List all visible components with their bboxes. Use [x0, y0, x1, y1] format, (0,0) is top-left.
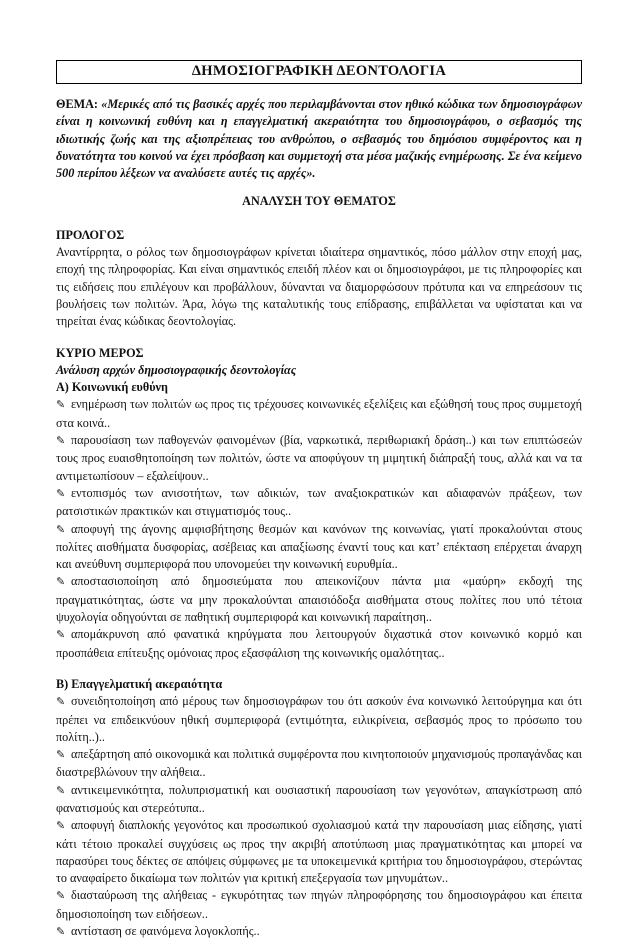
list-item: ✎ απεξάρτηση από οικονομικά και πολιτικά συμφέροντα που κινητοποιούν μηχανισμούς προπαγάνδας και διαστρεβλώνουν την αλήθεια..: [56, 747, 582, 780]
list-item: ✎ αποφυγή διαπλοκής γεγονότος και προσωπικού σχολιασμού κατά την παρουσίαση μιας είδησης, γιατί κάτι τέτοιο προκαλεί συγχύσεις ως προς την ακριβή αποτύπωση μιας πραγματικότητας και μπορεί να παρασύρει τους δέκτες σε απόψεις σύμφωνες με τα υποκειμενικά κριτήρια του δημοσιογράφου, στερώντας το αναφαίρετο δικαίωμα των πολιτών για κριτική επεξεργασία των μηνυμάτων..: [56, 818, 582, 886]
main-subheading: Ανάλυση αρχών δημοσιογραφικής δεοντολογίας: [56, 362, 297, 377]
list-item: ✎ συνειδητοποίηση από μέρους των δημοσιογράφων του ότι ασκούν ένα κοινωνικό λειτούργημα και ότι πρέπει να επιδεικνύουν ηθική συμπεριφορά (εντιμότητα, ειλικρίνεια, σεβασμός προς το πρόσωπο του πολίτη..)..: [56, 694, 582, 744]
prologue-heading: ΠΡΟΛΟΓΟΣ: [56, 227, 125, 242]
pencil-icon: ✎: [56, 696, 66, 709]
prologue-text: Αναντίρρητα, ο ρόλος των δημοσιογράφων κρίνεται ιδιαίτερα σημαντικός, πόσο μάλλον στην εποχή μας, εποχή της πληροφορίας. Και είναι σημαντικός επειδή πλέον και οι δημοσιογράφοι, με τις πληροφορίες και τις ειδήσεις που επιλέγουν και προβάλλουν, δύνανται να διαμορφώσουν πρότυπα και να επηρεάσουν τις βουλήσεις των πολιτών. Άρα, λόγω της καταλυτικής τους επίδρασης, επιβάλλεται να υφίσταται και να τηρείται ένας κώδικας δεοντολογίας.: [56, 245, 582, 329]
pencil-icon: ✎: [56, 435, 66, 448]
section-a-list: [56, 396, 582, 661]
list-item: ✎ διασταύρωση της αλήθειας - εγκυρότητας των πηγών πληροφόρησης του δημοσιογράφου και έπειτα δημοσιοποίηση των ειδήσεων..: [56, 888, 582, 921]
pencil-icon: ✎: [56, 629, 66, 642]
analysis-heading: ΑΝΑΛΥΣΗ ΤΟΥ ΘΕΜΑΤΟΣ: [242, 194, 396, 209]
main-heading: ΚΥΡΙΟ ΜΕΡΟΣ: [56, 345, 144, 360]
document-page: [56, 60, 582, 941]
theme-label: ΘΕΜΑ:: [56, 97, 98, 111]
pencil-icon: ✎: [56, 890, 66, 903]
section-b-heading: Β) Επαγγελματική ακεραιότητα: [56, 676, 223, 691]
theme-text: «Μερικές από τις βασικές αρχές που περιλαμβάνονται στον ηθικό κώδικα των δημοσιογράφων είναι η κοινωνική ευθύνη και η επαγγελματική ακεραιότητα του δημοσιογράφου, ο σεβασμός της ιδιωτικής ζωής και της αξιοπρέπειας του ανθρώπου, ο σεβασμός του δημόσιου συμφέροντος και η δυνατότητα του κοινού να έχει πρόσβαση και συμμετοχή στα μέσα μαζικής ενημέρωσης. Σε ένα κείμενο 500 περίπου λέξεων να αναλύσετε αυτές τις αρχές».: [56, 97, 582, 181]
list-item: ✎ παρουσίαση των παθογενών φαινομένων (βία, ναρκωτικά, περιθωριακή δράση..) και των επιπτώσεών τους προς ευαισθητοποίηση των πολιτών, ώστε να αποφύγουν τη μιμητική διάπραξή τους, αλλά και να τα αντιμετωπίσουν – εξαλείψουν..: [56, 433, 582, 483]
section-a-heading: Α) Κοινωνική ευθύνη: [56, 380, 168, 395]
pencil-icon: ✎: [56, 926, 66, 939]
document-title: ΔΗΜΟΣΙΟΓΡΑΦΙΚΗ ΔΕΟΝΤΟΛΟΓΙΑ: [56, 60, 582, 84]
list-item: ✎ ενημέρωση των πολιτών ως προς τις τρέχουσες κοινωνικές εξελίξεις και εξώθησή τους προς συμμετοχή στα κοινά..: [56, 397, 582, 430]
list-item: ✎ αποστασιοποίηση από δημοσιεύματα που απεικονίζουν πάντα μια «μαύρη» εκδοχή της πραγματικότητας, ώστε να μην προκαλούνται απαισιόδοξα αισθήματα στους πολίτες που υπό τέτοια ψυχολογία οδηγούνται σε παθητική συμπεριφορά και κοινωνική παραίτηση..: [56, 574, 582, 625]
pencil-icon: ✎: [56, 487, 66, 500]
list-item: ✎ αντίσταση σε φαινόμενα λογοκλοπής..: [56, 923, 582, 941]
pencil-icon: ✎: [56, 399, 66, 412]
list-item: ✎ απομάκρυνση από φανατικά κηρύγματα που λειτουργούν διχαστικά στον κοινωνικό κορμό και προσπάθεια επίτευξης ομόνοιας προς εξασφάλιση της κοινωνικής ομαλότητας..: [56, 627, 582, 660]
pencil-icon: ✎: [56, 820, 66, 833]
list-item: ✎ αντικειμενικότητα, πολυπρισματική και ουσιαστική παρουσίαση των γεγονότων, απαγκίστρωση από φανατισμούς και στερεότυπα..: [56, 782, 582, 815]
pencil-icon: ✎: [56, 749, 66, 762]
list-item: ✎ αποφυγή της άγονης αμφισβήτησης θεσμών και κανόνων της κοινωνίας, γιατί προκαλούνται στους πολίτες αισθήματα δυσφορίας, ασέβειας και απαξίωσης έναντί τους και κατ’ επέκταση επέρχεται άναρχη και ανεύθυνη συμπεριφορά που υπονομεύει την κοινωνική ευρυθμία..: [56, 521, 582, 572]
pencil-icon: ✎: [56, 576, 66, 589]
list-item: ✎ εντοπισμός των ανισοτήτων, των αδικιών, των αναξιοκρατικών και αδιαφανών πράξεων, των ρατσιστικών πρακτικών και στιγματισμός τους..: [56, 485, 582, 519]
section-b-list: [56, 693, 582, 941]
pencil-icon: ✎: [56, 784, 66, 797]
pencil-icon: ✎: [56, 523, 66, 536]
theme-paragraph: [56, 96, 582, 182]
